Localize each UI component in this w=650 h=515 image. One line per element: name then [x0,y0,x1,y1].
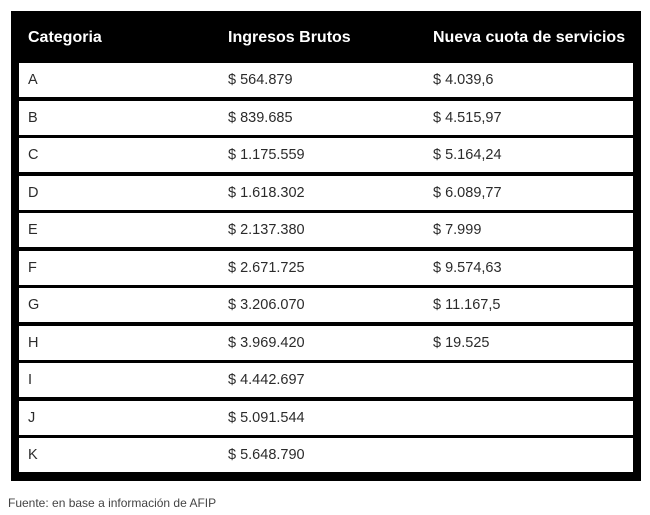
cell-categoria: C [28,147,39,163]
table-row [19,213,633,247]
table-body [19,63,633,476]
cell-ingresos-brutos: $ 2.671.725 [228,259,305,276]
table-row [19,401,633,435]
cell-ingresos-brutos: $ 5.648.790 [228,447,305,463]
cell-categoria: G [28,297,40,313]
table-header-row [11,11,641,63]
table-row [19,438,633,472]
table-row [19,326,633,360]
cell-ingresos-brutos: $ 4.442.697 [228,372,305,388]
cell-ingresos-brutos: $ 2.137.380 [228,222,305,238]
cell-ingresos-brutos: $ 5.091.544 [228,409,305,426]
cell-ingresos-brutos: $ 564.879 [228,72,293,88]
table-row [19,138,633,172]
table-row [19,363,633,397]
cell-categoria: K [28,447,38,463]
cell-ingresos-brutos: $ 3.206.070 [228,297,305,313]
cell-nueva-cuota: $ 6.089,77 [433,184,502,201]
cell-ingresos-brutos: $ 3.969.420 [228,334,305,351]
cell-ingresos-brutos: $ 839.685 [228,109,293,126]
cell-categoria: A [28,72,38,88]
data-table [11,11,641,481]
cell-categoria: I [28,372,33,388]
header-nueva-cuota: Nueva cuota de servicios [433,29,626,46]
cell-nueva-cuota: $ 7.999 [433,222,482,238]
cell-nueva-cuota: $ 9.574,63 [433,259,502,276]
table-row [19,288,633,322]
cell-ingresos-brutos: $ 1.618.302 [228,184,305,201]
cell-categoria: F [28,259,37,276]
table-row [19,176,633,210]
source-note: Fuente: en base a información de AFIP [8,496,217,510]
cell-nueva-cuota: $ 11.167,5 [433,297,501,313]
cell-nueva-cuota: $ 4.039,6 [433,72,494,88]
cell-nueva-cuota: $ 5.164,24 [433,147,502,163]
table-row [19,63,633,97]
cell-nueva-cuota: $ 4.515,97 [433,109,502,126]
header-ingresos-brutos: Ingresos Brutos [228,29,351,46]
header-categoria: Categoria [28,29,102,46]
cell-categoria: B [28,109,38,126]
table-row [19,101,633,135]
cell-categoria: D [28,184,39,201]
cell-ingresos-brutos: $ 1.175.559 [228,147,305,163]
cell-categoria: J [28,409,36,426]
cell-categoria: H [28,334,39,351]
cell-nueva-cuota: $ 19.525 [433,334,490,351]
cell-categoria: E [28,222,38,238]
table-row [19,251,633,285]
